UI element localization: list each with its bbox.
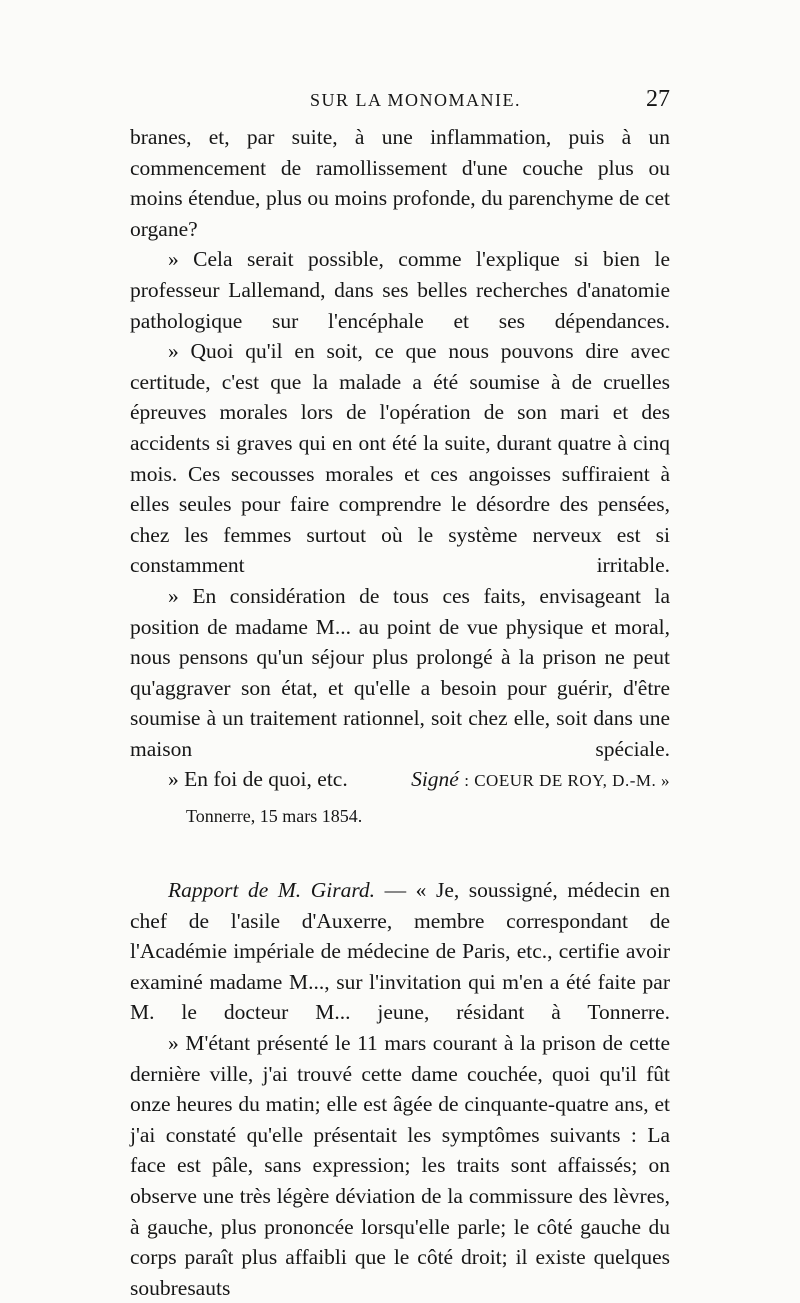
signature: [373, 764, 670, 797]
signatory-name: : COEUR DE ROY, D.-M. »: [464, 771, 670, 791]
paragraph-certitude: » Quoi qu'il en soit, ce que nous pouvons dire avec certitude, c'est que la malade a été soumise à de cruelles épreuves morales lors de l'opération de son mari et des accidents si graves qui en ont été la suite, durant quatre à cinq mois. Ces secousses morales et ces angoisses suffiraient à elles seules pour faire comprendre le désordre des pensées, chez les femmes surtout où le système nerveux est si constamment irritable.: [130, 339, 670, 578]
signe-label: Signé: [411, 767, 459, 792]
paragraph-lallemand: » Cela serait possible, comme l'explique si bien le professeur Lallemand, dans ses belles recherches d'anatomie pathologique sur l'encéphale et ses dépendances.: [130, 247, 670, 333]
report-title: Rapport de M. Girard.: [168, 878, 376, 903]
dateline: Tonnerre, 15 mars 1854.: [186, 806, 363, 827]
running-title: SUR LA MONOMANIE.: [310, 90, 522, 110]
report-paragraph: [130, 875, 670, 1028]
signature-intro: » En foi de quoi, etc.: [168, 767, 348, 792]
report-text: — « Je, soussigné, médecin en chef de l'asile d'Auxerre, membre correspondant de l'Académie impériale de médecine de Paris, etc., certifie avoir examiné madame M..., sur l'invitation qui m'en a été faite par M. le docteur M... jeune, résidant à Tonnerre.: [130, 878, 670, 1025]
signature-line: [130, 764, 670, 795]
section-gap: [130, 831, 670, 875]
paragraph-consideration: » En considération de tous ces faits, envisageant la position de madame M... au point de vue physique et moral, nous pensons qu'un séjour plus prolongé à la prison ne peut qu'aggraver son état, et qu'elle a besoin pour guérir, d'être soumise à un traitement rationnel, soit chez elle, soit dans une maison spéciale.: [130, 583, 670, 761]
paragraph-continuation: branes, et, par suite, à une inflammation, puis à un commencement de ramollissement d'une couche plus ou moins étendue, plus ou moins profonde, du parenchyme de cet organe?: [130, 125, 670, 241]
page-number: 27: [646, 86, 670, 112]
paragraph-symptoms: » M'étant présenté le 11 mars courant à la prison de cette dernière ville, j'ai trouvé cette dame couchée, quoi qu'il fût onze heures du matin; elle est âgée de cinquante-quatre ans, et j'ai constaté qu'elle présentait les symptômes suivants : La face est pâle, sans expression; les traits sont affaissés; on observe une très légère déviation de la commissure des lèvres, à gauche, plus prononcée lorsqu'elle parle; le côté gauche du corps paraît plus affaibli que le côté droit; il existe quelques soubresauts: [130, 1031, 670, 1300]
page-body: [130, 122, 670, 1303]
page-header: [130, 86, 670, 120]
